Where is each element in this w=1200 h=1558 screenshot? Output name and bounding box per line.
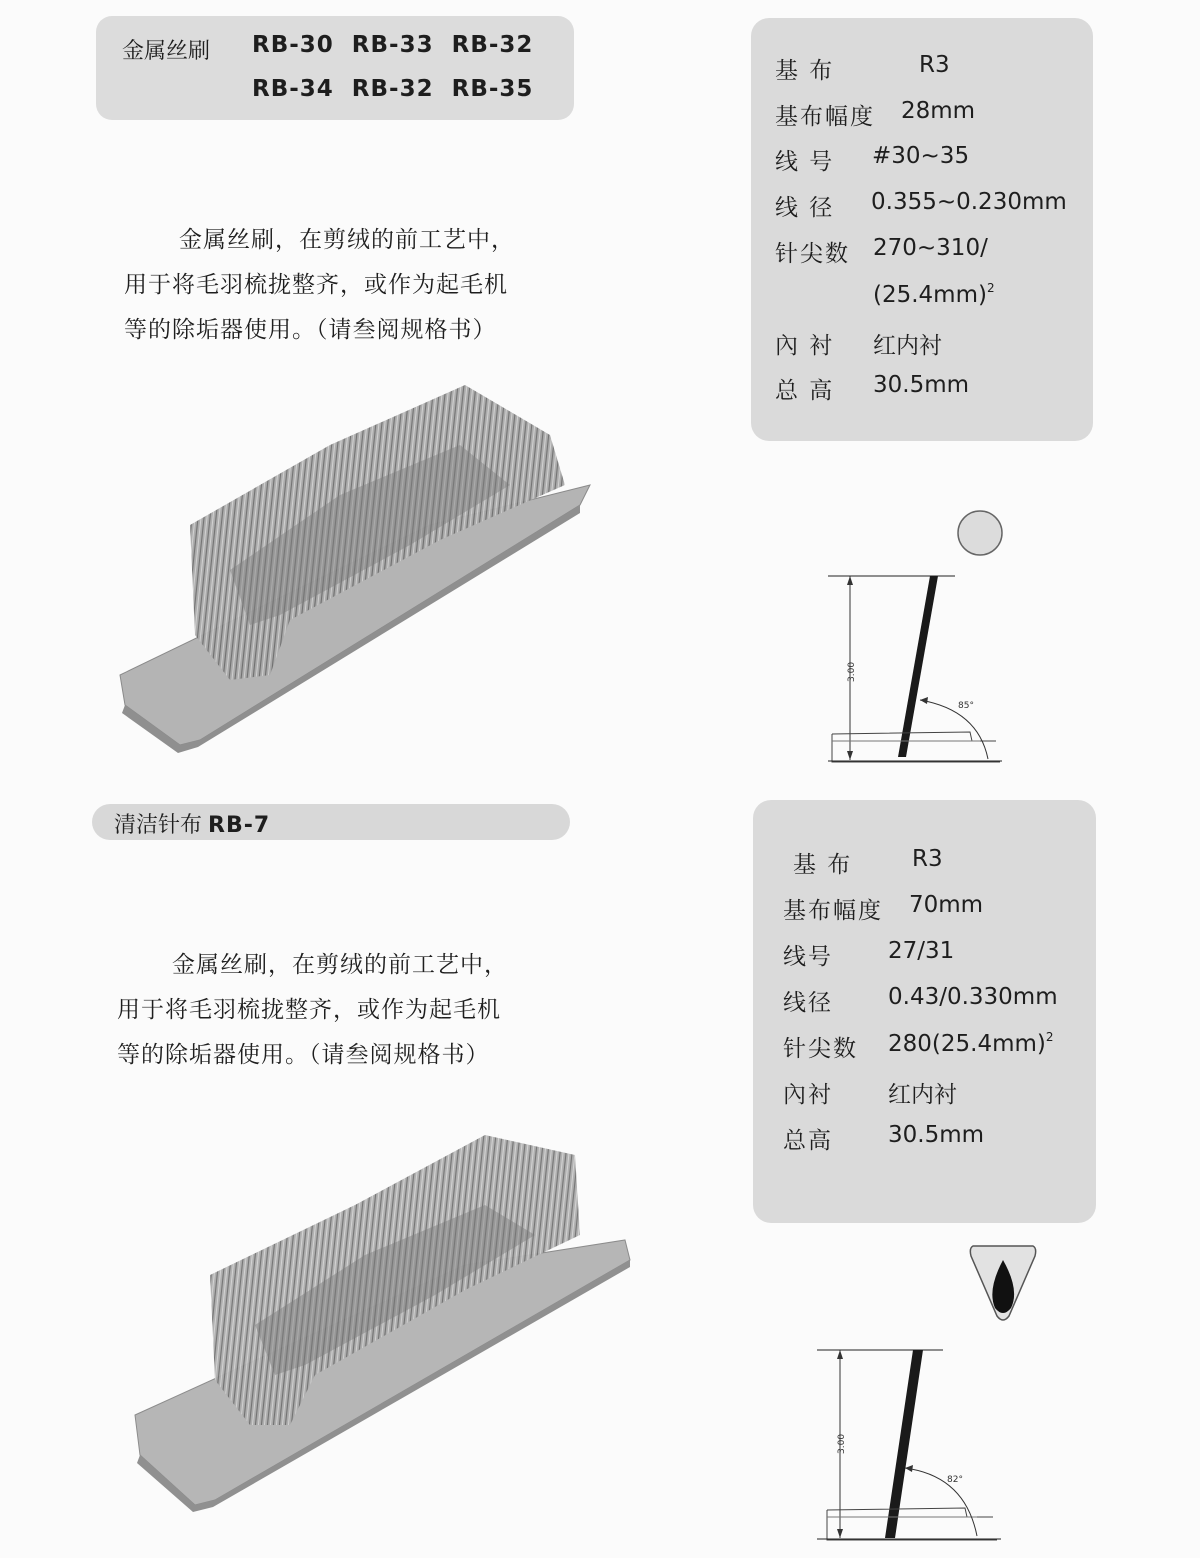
spec-label: 基布幅度	[775, 104, 875, 130]
spec-value: 27/31	[888, 938, 955, 964]
spec-panel-bottom	[753, 800, 1096, 1223]
spec-value: 0.43/0.330mm	[888, 984, 1058, 1010]
spec-value: 30.5mm	[888, 1122, 985, 1148]
wire-brush-image-bottom	[125, 1115, 635, 1515]
product-title-pill-bottom	[92, 804, 570, 840]
spec-label: 线号	[783, 944, 833, 970]
model-codes-line-2: RB-34 RB-32 RB-35	[252, 76, 534, 102]
height-dimension-label: 3.00	[847, 661, 857, 682]
spec-value: R3	[919, 52, 950, 78]
spec-value: R3	[912, 846, 943, 872]
spec-label: 总高	[783, 1128, 833, 1154]
product-title-label: 金属丝刷	[122, 39, 211, 64]
spec-value: #30~35	[872, 143, 970, 169]
spec-value: 30.5mm	[873, 372, 970, 398]
spec-label: 內 衬	[775, 333, 835, 359]
spec-label: 线 径	[775, 195, 835, 221]
wire-profile-diagram-top	[820, 505, 1020, 775]
model-code: RB-7	[208, 813, 271, 838]
spec-label: 基布幅度	[783, 898, 883, 924]
angle-label: 82°	[947, 1475, 963, 1485]
description-line: 用于将毛羽梳拢整齐，或作为起毛机	[117, 997, 501, 1023]
product-description-bottom	[117, 943, 508, 1078]
spec-value: 红内衬	[873, 333, 942, 359]
spec-value: 红内衬	[888, 1082, 957, 1108]
spec-label: 针尖数	[783, 1036, 858, 1062]
wire-profile-diagram-bottom	[815, 1238, 1045, 1548]
description-line: 等的除垢器使用。（请叁阅规格书）	[117, 1042, 490, 1068]
description-line: 金属丝刷，在剪绒的前工艺中，	[172, 952, 508, 978]
spec-value: 0.355~0.230mm	[871, 189, 1067, 215]
product-description-top	[124, 218, 515, 353]
spec-label: 线 号	[775, 149, 835, 175]
spec-value: 70mm	[909, 892, 984, 918]
wire-section-circle-icon	[958, 511, 1002, 555]
spec-label: 针尖数	[775, 241, 850, 267]
model-codes-line-1: RB-30 RB-33 RB-32	[252, 32, 534, 58]
spec-value: 270~310/	[873, 235, 988, 261]
description-line: 用于将毛羽梳拢整齐，或作为起毛机	[124, 272, 508, 298]
wire-brush-image-top	[110, 375, 600, 760]
spec-value: $280(25.4mm)^2$	[888, 1030, 1054, 1057]
spec-value: 28mm	[901, 98, 976, 124]
spec-label: 线径	[783, 990, 833, 1016]
spec-label: 基 布	[775, 58, 835, 84]
product-title-box-top	[96, 16, 574, 120]
spec-panel-top	[751, 18, 1093, 441]
height-dimension-label: 3.00	[837, 1433, 847, 1454]
spec-label: 总 高	[775, 378, 835, 404]
description-line: 金属丝刷，在剪绒的前工艺中，	[179, 227, 515, 253]
description-line: 等的除垢器使用。（请叁阅规格书）	[124, 317, 497, 343]
spec-label: 基 布	[793, 852, 853, 878]
spec-value: $(25.4mm)^2$	[873, 281, 995, 308]
angle-label: 85°	[958, 701, 974, 711]
spec-label: 內衬	[783, 1082, 833, 1108]
product-title-label: 清洁针布 RB-7	[114, 813, 271, 838]
